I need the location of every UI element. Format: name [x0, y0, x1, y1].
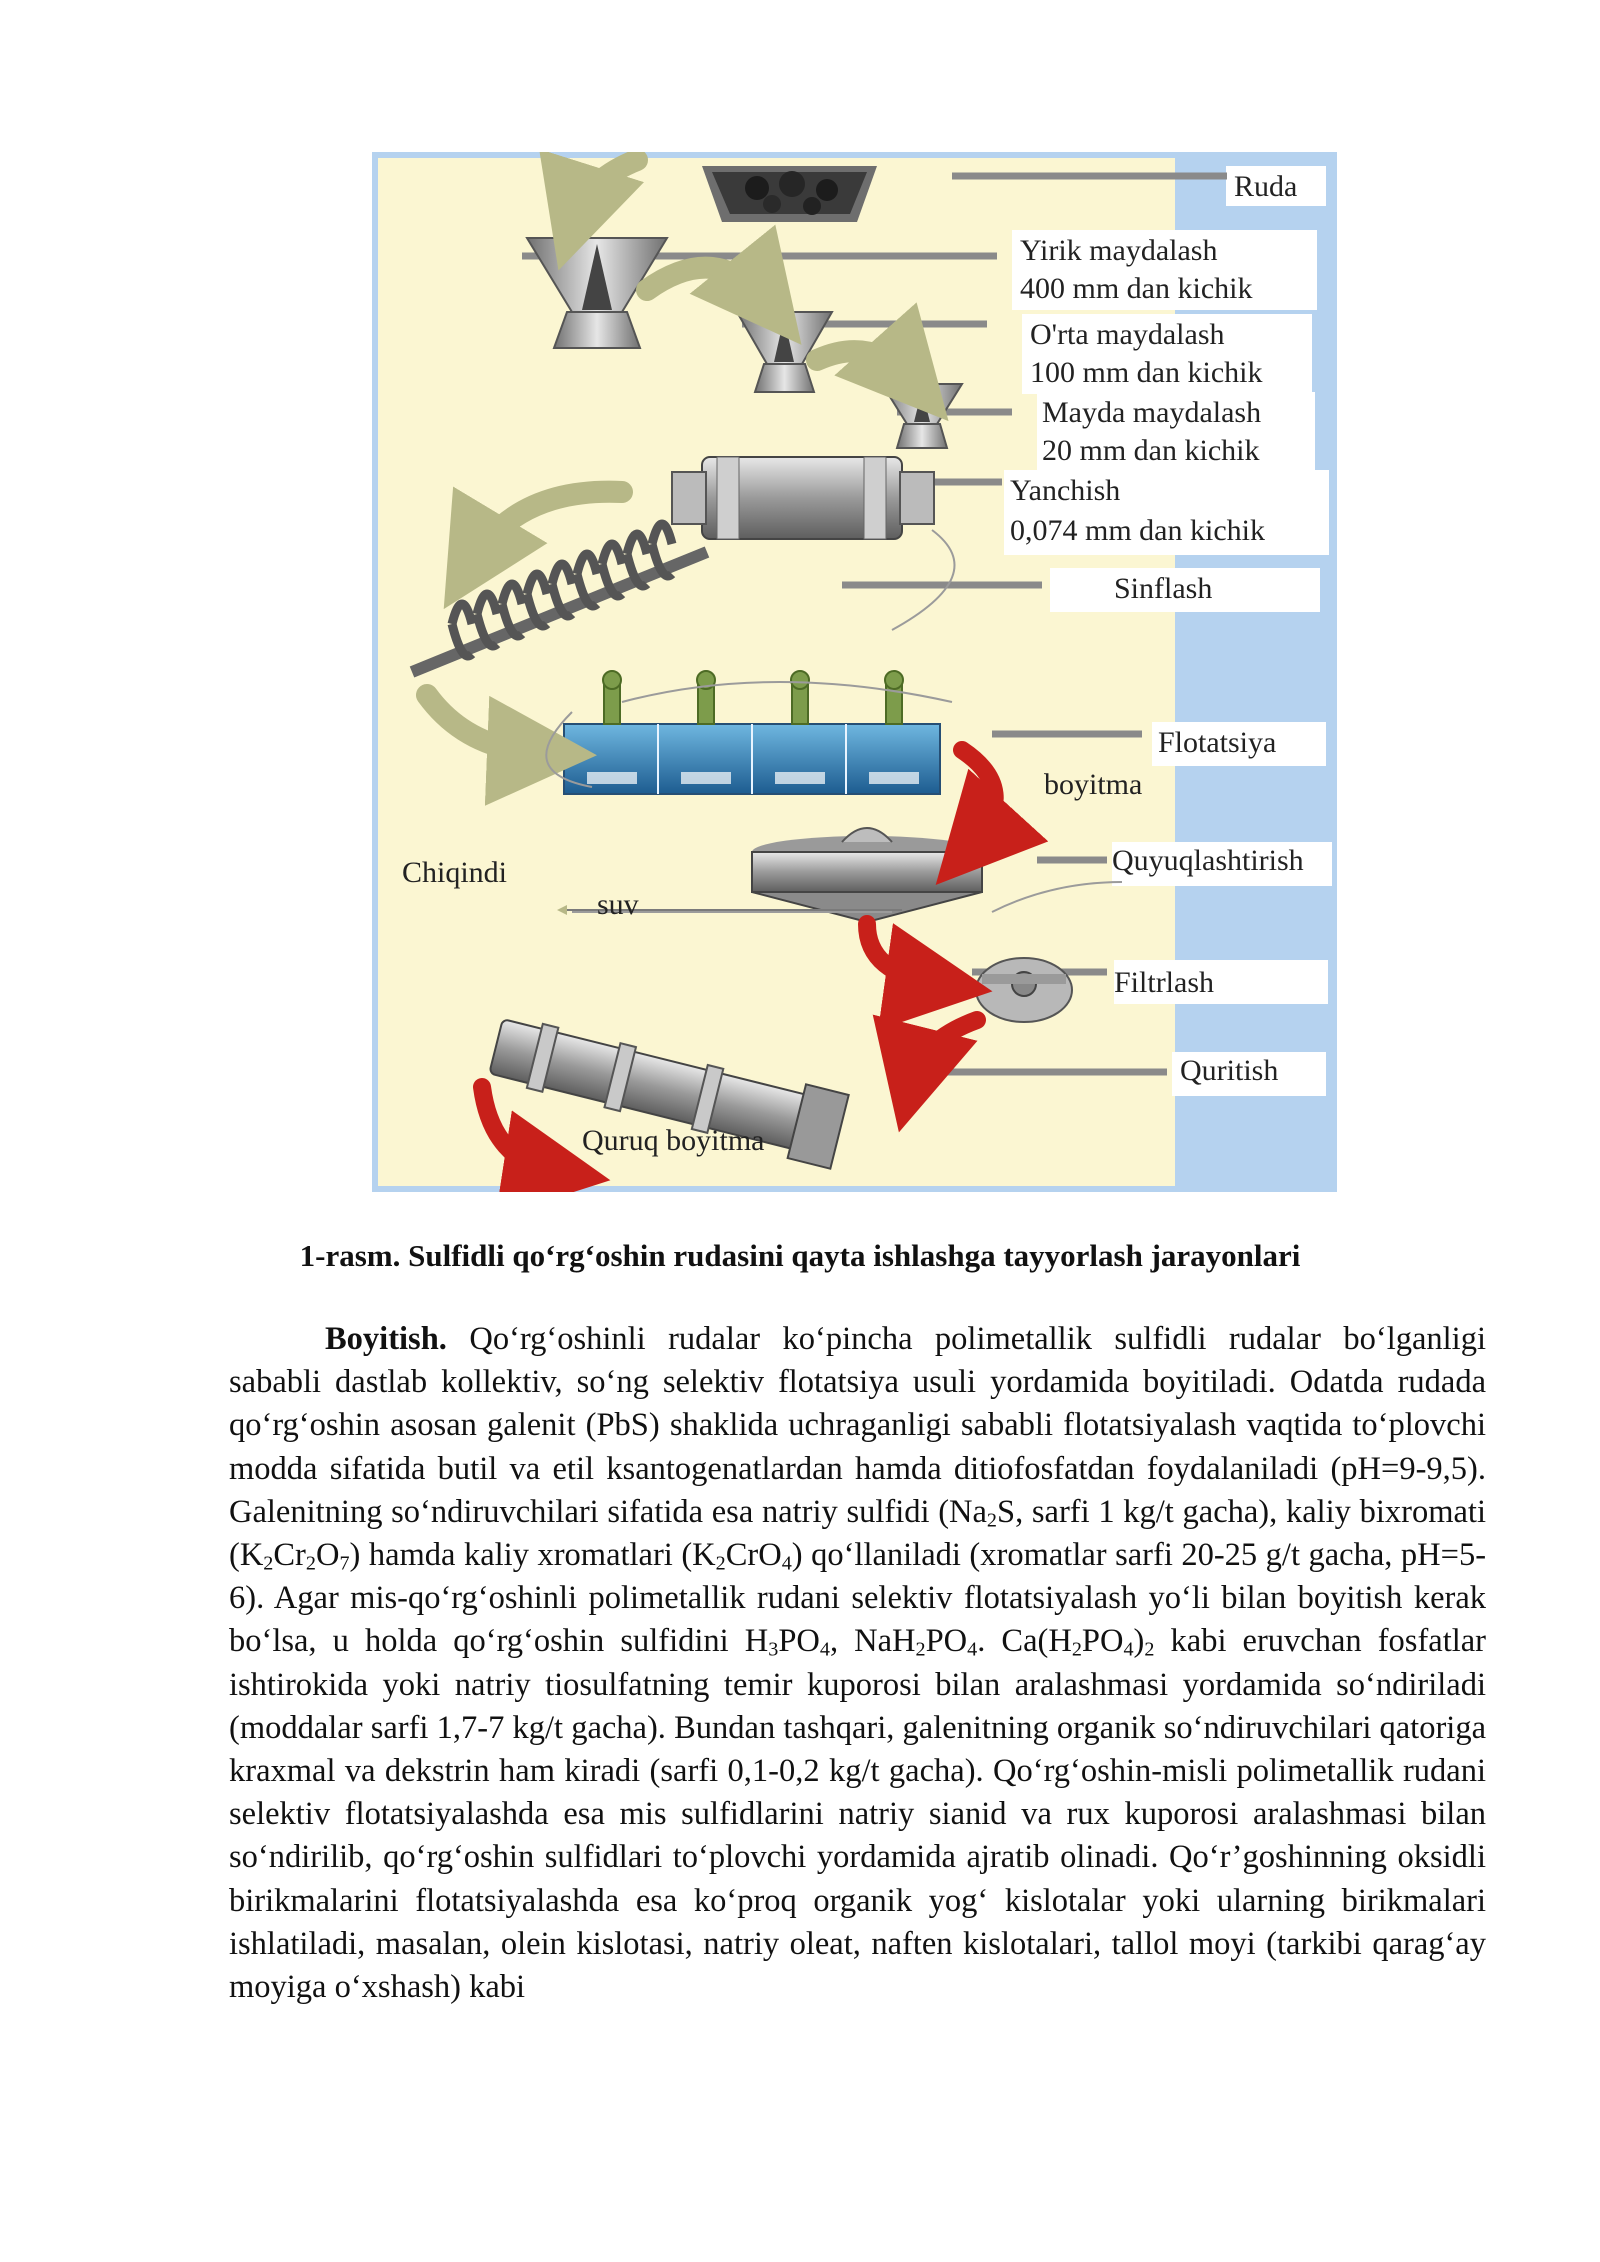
label-quruq-boyitma: Quruq boyitma — [582, 1124, 765, 1157]
label-suv: suv — [597, 888, 639, 921]
label-mayda-maydalash: Mayda maydalash — [1042, 396, 1262, 429]
figure-caption: 1-rasm. Sulfidli qo‘rg‘oshin rudasini qayta ishlashga tayyorlash jarayonlari — [299, 1238, 1301, 1273]
label-quyuqlashtirish: Quyuqlashtirish — [1112, 844, 1304, 877]
label-flotatsiya: Flotatsiya — [1158, 726, 1277, 759]
paragraph: Boyitish. Qo‘rg‘oshinli rudalar ko‘pincha polimetallik sulfidli rudalar bo‘lganligi sababli dastlab kollektiv, so‘ng selektiv flotatsiya usuli yordamida boyitiladi. Odatda rudada qo‘rg‘oshin asosan galenit (PbS) shaklida uchraganligi sababli flotatsiyalash vaqtida to‘plovchi modda sifatida butil va etil ksantogenatlardan hamda ditiofosfatdan foydalaniladi (pH=9-9,5). Galenitning so‘ndiruvchilari sifatida esa natriy sulfidi ($Na_2S$, sarfi 1 kg/t gacha), kaliy bixromati $(K_2Cr_2O_7)$ hamda kaliy xromatlari $(K_2CrO_4)$ qo‘llaniladi (xromatlar sarfi 20-25 g/t gacha, pH=5-6). Agar mis-qo‘rg‘oshinli polimetallik rudani selektiv flotatsiyalash yo‘li bilan boyitish kerak bo‘lsa, u holda qo‘rg‘oshin sulfidini $H_3PO_4$, $NaH_2PO_4$. $Ca(H_2PO_4)_2$ kabi eruvchan fosfatlar ishtirokida yoki natriy tiosulfatning temir kuporosi bilan aralashmasi yordamida so‘ndiriladi (moddalar sarfi 1,7-7 kg/t gacha). Bundan tashqari, galenitning organik so‘ndiruvchilari qatoriga kraxmal va dekstrin ham kiradi (sarfi 0,1-0,2 kg/t gacha). Qo‘rg‘oshin-misli polimetallik rudani selektiv flotatsiyalashda esa mis sulfidlarini natriy sianid va rux kuporosi aralashmasi bilan so‘ndirilib, qo‘rg‘oshin sulfidlari to‘plovchi yordamida ajratib olinadi. Qo‘r’goshinning oksidli birikmalarini flotatsiyalashda esa ko‘proq organik yog‘ kislotalar yoki ularning birikmalari ishlatiladi, masalan, olein kislotasi, natriy oleat, naften kislotalari, tallol moyi (tarkibi qarag‘ay moyiga o‘xshash) kabi — [229, 1321, 1487, 2006]
body-text — [229, 1318, 1486, 2009]
label-yanchish: Yanchish — [1010, 474, 1121, 507]
ore-cart-icon — [702, 166, 877, 222]
label-orta-maydalash: O'rta maydalash — [1030, 318, 1225, 351]
label-boyitma: boyitma — [1044, 768, 1143, 801]
label-mayda-size: 20 mm dan kichik — [1042, 434, 1260, 467]
label-orta-size: 100 mm dan kichik — [1030, 356, 1263, 389]
label-sinflash: Sinflash — [1114, 572, 1213, 605]
label-chiqindi: Chiqindi — [402, 856, 508, 889]
label-ruda: Ruda — [1234, 170, 1298, 203]
label-yirik-maydalash: Yirik maydalash — [1020, 234, 1218, 267]
filter-icon — [976, 958, 1072, 1022]
label-yirik-size: 400 mm dan kichik — [1020, 272, 1253, 305]
label-quritish: Quritish — [1180, 1054, 1279, 1087]
ball-mill-icon — [672, 457, 934, 539]
label-filtrlash: Filtrlash — [1114, 966, 1215, 999]
label-yanchish-size: 0,074 mm dan kichik — [1010, 514, 1265, 547]
section-lead: Boyitish. — [325, 1321, 447, 1357]
process-diagram — [372, 152, 1337, 1192]
